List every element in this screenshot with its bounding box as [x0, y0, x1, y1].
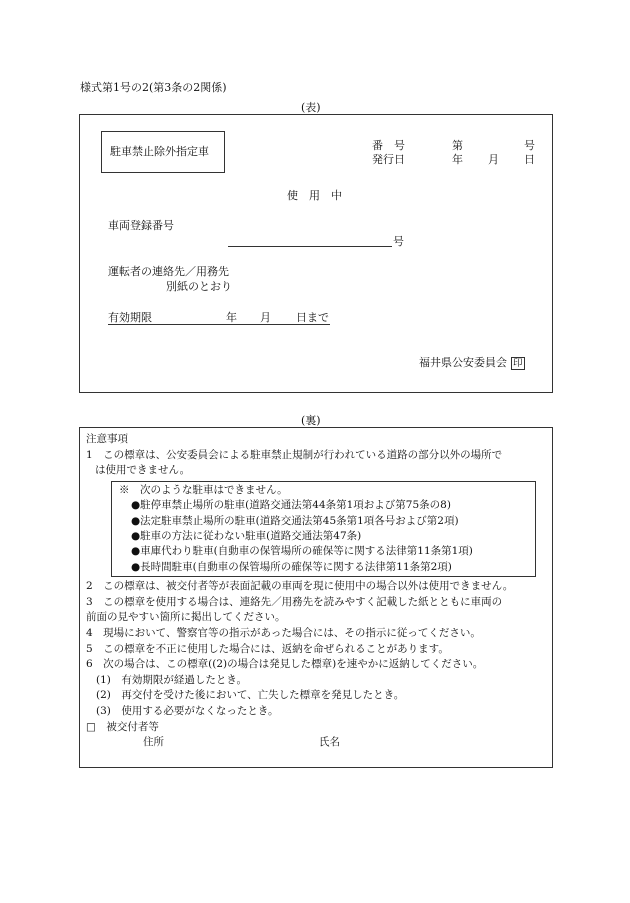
back-caption: (裏) — [301, 414, 321, 427]
prohibited-item: ●長時間駐車(自動車の保管場所の確保等に関する法律第11条第2項) — [131, 560, 452, 573]
prohibited-item: ●駐停車禁止場所の駐車(道路交通法第44条第1項および第75条の8) — [131, 499, 451, 512]
issue-year: 年 — [452, 153, 463, 166]
note-6-sub-item: (3) 使用する必要がなくなったとき。 — [96, 704, 279, 717]
designation-label: 駐車禁止除外指定車 — [110, 145, 209, 158]
vehicle-reg-underline — [228, 246, 392, 247]
vehicle-reg-label: 車両登録番号 — [108, 219, 174, 232]
issue-day: 日 — [524, 153, 535, 166]
note-3-line-1: 3 この標章を使用する場合は、連絡先／用務先を読みやすく記載した紙とともに車両の — [86, 595, 503, 608]
issuer-block — [419, 356, 525, 370]
prohibited-box-heading: ※ 次のような駐車はできません。 — [119, 483, 288, 496]
prohibited-item: ●駐車の方法に従わない駐車(道路交通法第47条) — [131, 530, 362, 542]
validity-month: 月 — [260, 311, 271, 324]
validity-year: 年 — [226, 311, 237, 324]
contact-value: 別紙のとおり — [166, 280, 232, 293]
note-1-line-2: は使用できません。 — [95, 464, 191, 477]
prohibited-parking-box — [111, 481, 536, 577]
prohibited-item: ●法定駐車禁止場所の駐車(道路交通法第45条第1項各号および第2項) — [131, 514, 459, 527]
note-6-sub-item: (1) 有効期限が経過したとき。 — [96, 673, 247, 686]
issue-label: 発行日 — [372, 153, 405, 166]
number-label: 番 号 — [372, 139, 405, 152]
note-2: 2 この標章は、被交付者等が表面記載の車両を現に使用中の場合以外は使用できません。 — [86, 580, 514, 593]
address-label: 住所 — [143, 736, 164, 749]
prohibited-item: ●車庫代わり駐車(自動車の保管場所の確保等に関する法律第11条第1項) — [131, 545, 473, 558]
validity-underline — [108, 324, 330, 325]
notes-section — [86, 432, 546, 751]
number-dai: 第 — [452, 139, 463, 152]
note-5: 5 この標章を不正に使用した場合には、返納を命ぜられることがあります。 — [86, 642, 449, 655]
recipient-label: □ 被交付者等 — [86, 720, 159, 733]
issue-month: 月 — [488, 153, 499, 166]
note-6-sub-item: (2) 再交付を受けた後において、亡失した標章を発見したとき。 — [96, 689, 405, 702]
validity-label: 有効期限 — [108, 311, 152, 324]
note-6: 6 次の場合は、この標章((2)の場合は発見した標章)を速やかに返納してください。 — [86, 658, 484, 671]
note-3-line-2: 前面の見やすい箇所に掲出してください。 — [86, 611, 286, 624]
vehicle-reg-suffix: 号 — [393, 235, 404, 248]
recipient-fields — [86, 735, 546, 751]
validity-day-until: 日まで — [296, 311, 329, 324]
note-1-line-1: 1 この標章は、公安委員会による駐車禁止規制が行われている道路の部分以外の場所で — [86, 448, 503, 461]
in-use-label: 使 用 中 — [287, 189, 342, 202]
form-title: 様式第1号の2(第3条の2関係) — [80, 81, 227, 94]
number-go: 号 — [524, 139, 535, 152]
name-label: 氏名 — [319, 736, 340, 749]
contact-label: 運転者の連絡先／用務先 — [108, 265, 229, 278]
front-caption: (表) — [301, 101, 321, 114]
notes-heading: 注意事項 — [86, 433, 128, 445]
note-4: 4 現場において、警察官等の指示があった場合には、その指示に従ってください。 — [86, 627, 481, 639]
seal-mark: 印 — [513, 358, 523, 369]
issuer-name: 福井県公安委員会 — [419, 356, 507, 369]
